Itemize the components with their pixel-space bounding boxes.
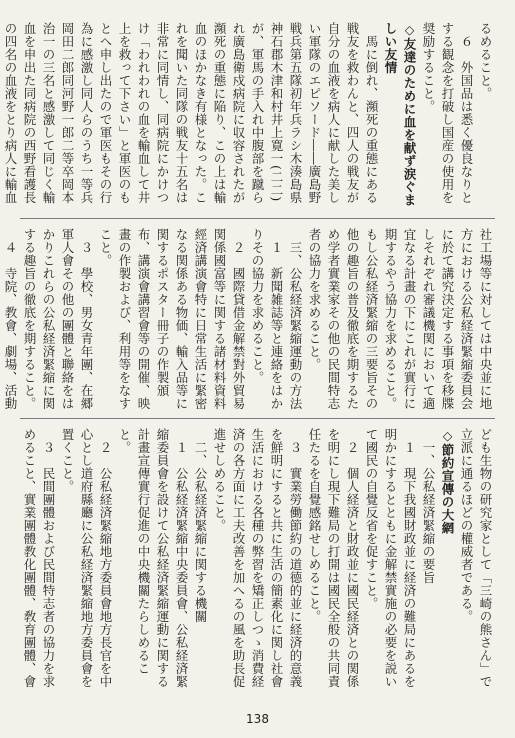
paragraph: ３ 學校、男女青年團、在郷軍人會その他の團體と聯絡をはかりこれらの公私経済緊縮に関する趣旨の徹底を期すること。 [22,228,94,410]
paragraph: １ 公私経済緊縮中央委員會、公私経済緊縮委員會を設けて公私経済緊縮運動に関する計畫宣傳實行促進の中央機關たらしめること。 [117,428,189,688]
paragraph: ２ 國際貸借金解禁對外貿易関係國富等に関する諸材料資料經済講演會特に日常生活に緊密なる関係ある物価、輸入品等に関するポスター冊子の作製頒布、講演會講習會等の開催、映畫の作製および、利用等をなすこと。 [98,228,246,410]
section-heading: ◇友達のために血を献ず涙ぐましい友情 [383,22,417,207]
paragraph: 一、公私経済緊縮の要旨 [421,440,436,584]
paragraph-continued: ども生物の研究家として「三崎の熊さん」で立派に通るほどの權威者である。 [459,428,493,688]
top-tier [3,22,495,210]
paragraph: ６ 外国品は悉く優良なりとする観念を打破し国産の使用を奨励すること。 [421,22,474,204]
paragraph: １ 新聞雑誌等と連絡をはかりその協力を求めること。 [250,228,284,410]
bottom-tier [20,428,495,700]
paragraph-continued: るめること。 [478,22,493,100]
paragraph: １ 現下我國財政並に経済の難局にあるを明かにするとともに金解禁實施の必要を説いて國民の自覺反省を促すこと。 [364,428,417,688]
paragraph: ２ 個人経済と財政並に國民経済との関係を明にし現下難局の打開は國民全般の共同責任たるを自覺感銘せしめること。 [307,428,360,688]
tier-divider [20,418,495,419]
section-heading: ◇節約宣傳の大網 [440,428,455,535]
paragraph: ３ 實業勞働節約の道德的並に経済的意義を鮮明にすると共に生活の簡素化に関し社會生活における各種の弊習を矯正しつゝ消費経済の各方面に工夫改善を加へるの風を助長促進せしめること。 [212,428,303,688]
paragraph: ２ 公私経済緊縮地方委員會地方長官を中心とし道府縣廳に公私経済緊縮地方委員會を置くこと。 [60,428,113,688]
paragraph-continued: 社工場等に対しては中央並に地方における公私経済緊縮委員会に於て講究決定する事項を移牒しそれぞれ審議機関において適宜なる計畫の下にこれが實行に期するやう協力を求めること。もし公私経済緊縮の三要旨その他の趣旨の普及徹底を期するため学者實業家その他の民間特志者の協力を求めること。 [307,228,493,410]
middle-tier [3,228,495,410]
paragraph: 二、公私経済緊縮に関する機關 [193,440,208,623]
page-number: 138 [246,712,269,726]
tier-divider [20,218,495,219]
paragraph: 馬に倒れ、瀕死の重態にある戦友を救わんと、四人の戦友が自分の血液を病人に献した美しい軍隊のエピソード――廣島野戦兵第五隊初年兵ラシ木湊島県神石郡木津和村井上寛一(二二)が、軍馬の手入れ中腹部を蹴られ廣島衛戍病院に収容されたが瀕死の重態に陥り、この上は輸血のほかなき有様となった。これを聞いた同隊の戦友十五名は非常に同情し、同病院にかけつけ「われわれの血を輸血して井上を救って下さい」と軍医のもとへ申し出たので軍医もその行為に感激し同人らのうち一等兵岡田二郎同河野一郎二等卒岡本治一の三名と感激して同じく輸血を申出た同病院の西野看護長の四名の血液をとり病人に輸血 [3,22,379,204]
paragraph: 三、公私経済緊縮運動の方法 [288,240,303,410]
paragraph: ４ 寺院、教會、劇場、活動 [3,240,18,410]
paragraph: ３ 民間團體および民間特志者の協力を求めること、實業團體教化團體、敎育團體、會 [22,428,56,688]
